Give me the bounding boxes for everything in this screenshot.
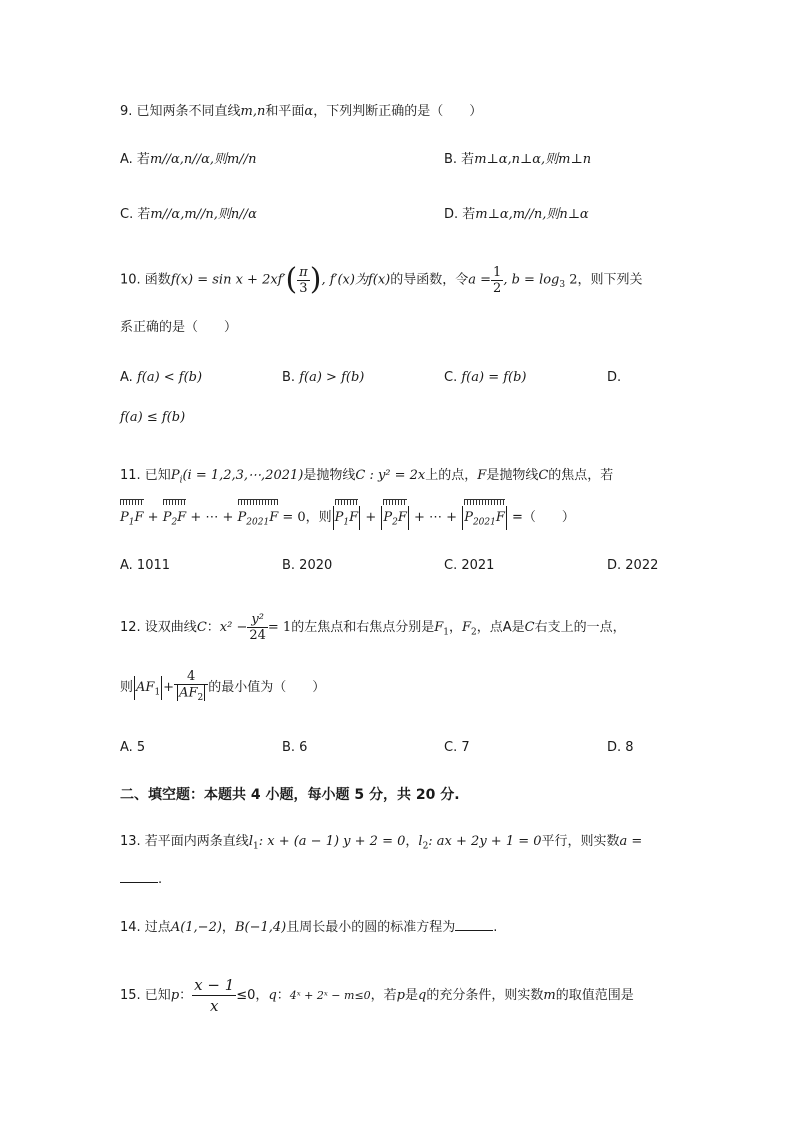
q11-plus2: + [361,510,381,525]
q12-frac [247,612,268,643]
q12-f2-sub: 2 [471,627,477,638]
q11-stem [120,466,613,491]
q10-a-eq: a = [468,272,492,288]
q11-abs-f2: F [397,510,407,525]
q12-text3: 右支上的一点， [534,620,626,635]
q9-stem [120,102,482,122]
q12-text1: 的左焦点和右焦点分别是 [291,620,435,635]
q11-p: P [170,468,180,483]
q10-three: 3 [299,280,308,296]
q10-option-b-math: f(a) > f(b) [299,370,365,385]
q12-four: 4 [174,669,208,685]
q11-option-d: D. 2022 [607,558,659,573]
q15-m: m [543,988,556,1003]
q12-stem-line2 [120,668,325,713]
q10-two: 2 [493,280,502,296]
q10-option-a [120,368,202,388]
q15-p: p [170,988,180,1003]
q11-vector-eq [120,505,575,536]
q12-then: 则 [120,680,134,695]
q10-option-d-label: D. [607,370,622,385]
q15-text2: 是 [405,988,419,1003]
q11-s2: 2 [171,517,178,528]
q11-f1: F [134,510,144,525]
q15-text1: ，若 [370,988,397,1003]
q14-blank[interactable] [455,918,493,931]
q10-option-a-math: f(a) < f(b) [136,370,203,385]
q11-abs-p1f [335,505,359,536]
q11-option-b: B. 2020 [282,558,333,573]
q12-stem [120,610,626,651]
q9-option-d-math: m⊥α,m//n,则n⊥α [475,207,589,222]
q9-vars: m,n [240,104,266,119]
q11-abs-p2021: P [464,510,473,525]
q15-xm1: x − 1 [194,976,235,994]
q13-eq1: : x + (a − 1) y + 2 = 0 [258,834,406,849]
q10-pi-over-3 [297,265,310,296]
q12-sep: ， [448,620,462,635]
q15-x: x [209,997,219,1015]
q12-colon: ： [206,620,220,635]
q12-option-b: B. 6 [282,740,308,755]
q15-colon: ： [179,988,193,1003]
q10-text1: 的导函数，令 [390,272,469,288]
q11-abs-s2021: 2021 [472,517,496,528]
q15-q2: q [418,988,427,1003]
q11-p1: P [120,510,129,525]
q11-dots1: + ⋯ + [186,510,238,525]
q11-f3: F [269,510,279,525]
q11-abs-s2: 2 [392,517,398,528]
q10-b-sub: 3 [559,280,566,291]
q9-option-a [120,150,256,170]
q13-stem [120,832,642,857]
q11-eq-end: =（ ） [507,510,575,525]
q12-f2: F [462,620,472,635]
q10-option-d-expr: f(a) ≤ f(b) [120,410,186,425]
q14-text: 14. 过点 [120,920,171,935]
q12-frac2 [174,669,208,706]
q11-abs-p2: P [383,510,393,525]
q12-af1: AF [136,680,155,695]
q15-frac [192,975,236,1016]
q15-text4: 的取值范围是 [555,988,634,1003]
q11-text1: 是抛物线 [303,468,356,483]
q10-b-end: 2 [565,272,578,288]
q10-stem-line2: 系正确的是（ ） [120,320,238,335]
q9-option-d-label: D. 若 [444,207,476,222]
q10-option-c [444,368,527,388]
q9-text: 9. 已知两条不同直线 [120,104,241,119]
q12-plus: + [163,680,175,695]
q14-sep: ， [221,920,235,935]
q11-p-sub: i [179,475,183,486]
q11-abs-p1: P [334,510,344,525]
q11-text3: 是抛物线 [486,468,539,483]
q14-stem [120,918,497,938]
q10-fx: f(x) [367,272,391,288]
q10-text: 10. 函数 [120,272,171,288]
q12-option-d: D. 8 [607,740,634,755]
q9-option-a-math: m//α,n//α,则m//n [149,152,257,167]
q13-l2-sub: 2 [422,841,429,852]
q15-colon2: ： [276,988,290,1003]
q13-text: 13. 若平面内两条直线 [120,834,249,849]
q12-text: 12. 设双曲线 [120,620,197,635]
q9-option-a-label: A. 若 [120,152,150,167]
q10-one: 1 [493,264,502,280]
q12-y2: y² [247,612,268,628]
q15-text: 15. 已知 [120,988,171,1003]
q13-eq2: : ax + 2y + 1 = 0 [428,834,542,849]
q9-option-b-label: B. 若 [444,152,475,167]
q12-f1-sub: 1 [443,627,449,638]
q13-sep: ， [405,834,419,849]
q14-b: B(−1,4) [234,920,287,935]
q11-option-c: C. 2021 [444,558,495,573]
q11-text2: 上的点， [425,468,478,483]
section-heading: 二、填空题：本题共 4 小题，每小题 5 分，共 20 分. [120,787,460,803]
q10-option-c-label: C. [444,370,458,385]
q12-option-c: C. 7 [444,740,470,755]
q10-option-b-label: B. [282,370,296,385]
q9-option-c-label: C. 若 [120,207,151,222]
q11-text: 11. 已知 [120,468,171,483]
q13-a: a = [619,834,643,849]
q14-end: . [493,920,498,935]
q12-c: C [196,620,207,635]
q10-deriv: , f′(x)为 [321,272,368,288]
q13-l1: l [248,834,253,849]
q11-p2021: P [237,510,247,525]
q11-vec-p1f [120,505,144,536]
q12-option-a: A. 5 [120,740,146,755]
q10-option-c-math: f(a) = f(b) [461,370,527,385]
q11-p2: P [162,510,172,525]
q12-af2: AF [179,685,198,701]
q13-l1-sub: 1 [252,841,259,852]
q15-le0: ≤0， [236,988,269,1003]
q10-half [491,265,503,296]
q9-option-b [444,150,591,170]
q15-text3: 的充分条件，则实数 [426,988,544,1003]
q12-frac2-den [174,685,208,706]
q11-then: ，则 [305,510,332,525]
q11-vec-p2021f [238,505,279,536]
q11-range: (i = 1,2,3,⋯,2021) [182,468,304,483]
q13-end: . [158,872,163,887]
q11-vec-p2f [163,505,187,536]
q12-f1: F [434,620,444,635]
q12-c2: C [524,620,535,635]
q11-abs-f1: F [349,510,359,525]
q10-option-a-label: A. [120,370,133,385]
q9-alpha: α [304,104,314,119]
q12-eq1: = 1 [267,620,292,635]
q14-text2: 且周长最小的圆的标准方程为 [286,920,456,935]
q11-c: C [538,468,549,483]
q11-s2021: 2021 [246,517,270,528]
q10-b-eq: , b = log [503,272,560,288]
q12-af1-sub: 1 [154,687,161,698]
q11-abs-p2021f [464,505,505,536]
q10-text2: ，则下列关 [577,272,643,288]
q10-option-b [282,368,364,388]
q11-curve: C : y² = 2x [355,468,426,483]
q13-text2: 平行，则实数 [541,834,620,849]
q13-l2: l [418,834,423,849]
q12-af2-sub: 2 [197,693,204,704]
q11-text4: 的焦点，若 [548,468,614,483]
q11-dots2: + ⋯ + [409,510,462,525]
q15-ineq: 4ˣ + 2ˣ − m≤0 [289,989,371,1002]
q12-text4: 的最小值为（ ） [208,680,326,695]
q11-f: F [477,468,487,483]
q13-answer-line [120,870,162,890]
q14-a: A(1,−2) [170,920,222,935]
q15-q: q [268,988,277,1003]
q15-p2: p [396,988,405,1003]
q9-option-c [120,205,257,225]
q13-blank[interactable] [120,870,158,883]
q9-text-c: ，下列判断正确的是（ ） [313,104,483,119]
q11-abs-p2f [383,505,407,536]
q9-option-b-math: m⊥α,n⊥α,则m⊥n [474,152,592,167]
q15-stem [120,975,634,1016]
q11-option-a: A. 1011 [120,558,171,573]
q12-text2: ，点A是 [476,620,525,635]
q12-x2: x² − [219,620,248,635]
q9-option-d [444,205,589,225]
q10-option-d-math [120,408,185,428]
q11-f2: F [177,510,187,525]
q10-func: f(x) = sin x + 2xf′ [170,272,286,288]
q11-plus1: + [143,510,163,525]
q11-s1: 1 [128,517,135,528]
q9-text-b: 和平面 [265,104,305,119]
q10-pi: π [299,264,308,280]
q11-abs-s1: 1 [343,517,350,528]
q11-abs-f3: F [495,510,505,525]
q9-option-c-math: m//α,m//n,则n//α [150,207,257,222]
q12-d24: 24 [249,628,266,643]
q10-stem: 10. 函数f(x) = sin x + 2xf′( $\frac{\pi}{3}$ ), f′(x)为f(x)的导函数，令a = $\frac{1}{2}$ , $b = \log_3 2$，则下列关 [120,262,643,297]
q11-zero: = 0 [278,510,306,525]
